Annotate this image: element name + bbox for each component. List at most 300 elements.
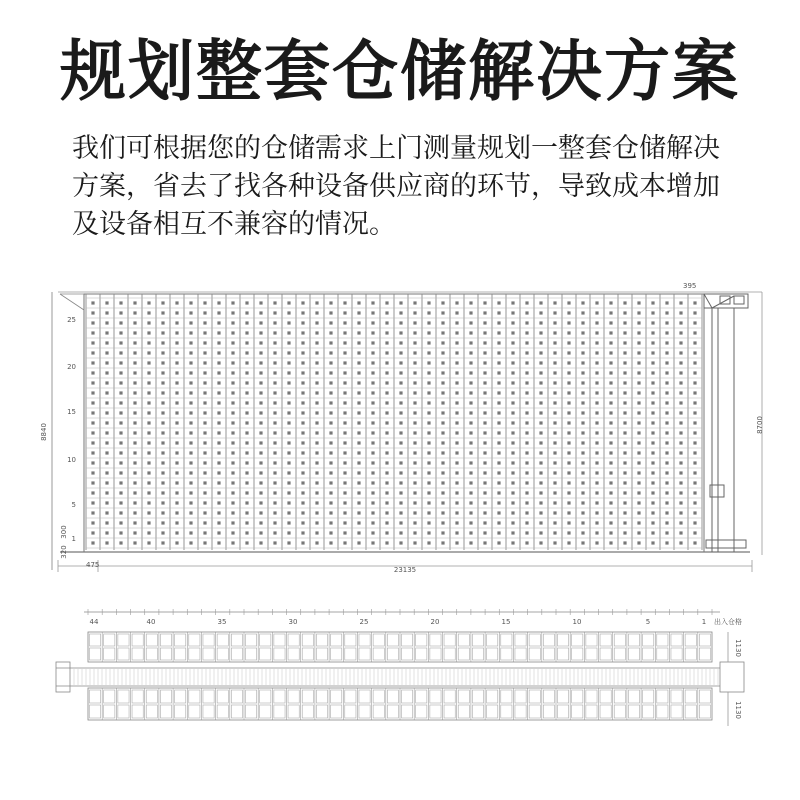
bay-cell [387,705,398,718]
storage-slot [693,461,696,464]
bay-cell [359,690,370,703]
bay-cell [316,705,327,718]
storage-slot [133,361,136,364]
storage-slot [273,461,276,464]
storage-slot [679,321,682,324]
storage-slot [315,371,318,374]
storage-slot [679,441,682,444]
bay-cell [643,690,654,703]
storage-slot [203,431,206,434]
storage-slot [399,301,402,304]
storage-slot [469,491,472,494]
storage-slot [301,361,304,364]
storage-slot [651,531,654,534]
storage-slot [693,541,696,544]
storage-slot [91,371,94,374]
storage-slot [259,531,262,534]
storage-slot [567,431,570,434]
storage-slot [105,341,108,344]
storage-slot [259,521,262,524]
storage-slot [665,501,668,504]
storage-slot [231,351,234,354]
storage-slot [483,441,486,444]
storage-slot [455,521,458,524]
storage-slot [329,501,332,504]
storage-slot [427,351,430,354]
storage-slot [609,421,612,424]
storage-slot [385,351,388,354]
storage-slot [301,531,304,534]
storage-slot [161,301,164,304]
bay-cell [529,690,540,703]
storage-slot [147,351,150,354]
storage-slot [105,331,108,334]
storage-slot [651,441,654,444]
storage-slot [637,461,640,464]
storage-slot [175,361,178,364]
storage-slot [441,511,444,514]
storage-slot [231,431,234,434]
storage-slot [497,481,500,484]
storage-slot [343,471,346,474]
storage-slot [525,391,528,394]
storage-slot [259,351,262,354]
storage-slot [245,301,248,304]
storage-slot [623,351,626,354]
storage-slot [203,301,206,304]
storage-slot [343,391,346,394]
storage-slot [119,511,122,514]
storage-slot [273,431,276,434]
storage-slot [315,481,318,484]
storage-slot [525,431,528,434]
storage-slot [273,341,276,344]
storage-slot [273,471,276,474]
storage-slot [105,301,108,304]
storage-slot [637,421,640,424]
bay-cell [175,648,186,660]
storage-slot [217,421,220,424]
storage-slot [203,541,206,544]
storage-slot [469,301,472,304]
bay-cell [657,648,668,660]
storage-slot [637,301,640,304]
storage-slot [133,381,136,384]
storage-slot [413,411,416,414]
storage-slot [539,341,542,344]
storage-slot [483,461,486,464]
storage-slot [399,441,402,444]
storage-slot [469,371,472,374]
storage-slot [483,311,486,314]
storage-slot [441,361,444,364]
storage-slot [287,341,290,344]
storage-slot [427,431,430,434]
bay-cell [472,648,483,660]
storage-slot [371,371,374,374]
storage-slot [637,491,640,494]
storage-slot [567,411,570,414]
storage-slot [301,371,304,374]
storage-slot [133,411,136,414]
storage-slot [595,401,598,404]
storage-slot [245,391,248,394]
storage-slot [427,501,430,504]
storage-slot [245,461,248,464]
bay-cell [359,648,370,660]
storage-slot [203,521,206,524]
bay-cell [671,648,682,660]
storage-slot [595,531,598,534]
storage-slot [427,371,430,374]
storage-slot [133,331,136,334]
storage-slot [511,391,514,394]
storage-slot [105,411,108,414]
storage-slot [119,501,122,504]
storage-slot [343,441,346,444]
bay-label: 20 [430,618,440,626]
bay-cell [515,648,526,660]
bay-cell [430,705,441,718]
storage-slot [567,391,570,394]
bay-cell [331,690,342,703]
storage-slot [693,341,696,344]
bay-label: 10 [572,618,582,626]
storage-slot [637,321,640,324]
storage-slot [175,381,178,384]
storage-slot [301,321,304,324]
storage-slot [511,321,514,324]
storage-slot [413,341,416,344]
dim-bottom-total: 23135 [393,566,417,574]
storage-slot [357,301,360,304]
storage-slot [679,411,682,414]
storage-slot [259,431,262,434]
storage-slot [413,431,416,434]
storage-slot [651,541,654,544]
storage-slot [133,521,136,524]
storage-slot [693,391,696,394]
storage-slot [469,361,472,364]
storage-slot [147,401,150,404]
storage-slot [399,391,402,394]
storage-slot [119,451,122,454]
bay-cell [458,648,469,660]
storage-slot [637,381,640,384]
level-label: 1 [71,535,76,543]
storage-slot [623,441,626,444]
storage-slot [679,481,682,484]
storage-slot [357,441,360,444]
elevation-view [40,282,764,574]
plan-rack-rows [88,632,712,720]
storage-slot [595,381,598,384]
storage-slot [91,301,94,304]
storage-slot [567,421,570,424]
storage-slot [539,531,542,534]
storage-slot [525,471,528,474]
storage-slot [525,531,528,534]
storage-slot [315,401,318,404]
storage-slot [511,361,514,364]
storage-slot [301,541,304,544]
storage-slot [217,471,220,474]
storage-slot [147,371,150,374]
storage-slot [385,491,388,494]
storage-slot [595,511,598,514]
storage-slot [665,371,668,374]
storage-slot [203,361,206,364]
bay-cell [189,690,200,703]
storage-slot [385,411,388,414]
storage-slot [581,411,584,414]
bay-cell [359,634,370,646]
bay-cell [90,705,101,718]
bay-cell [90,634,101,646]
storage-slot [133,431,136,434]
storage-slot [203,481,206,484]
storage-slot [567,381,570,384]
storage-slot [497,471,500,474]
storage-slot [147,311,150,314]
level-label: 15 [67,408,76,416]
storage-slot [189,511,192,514]
storage-slot [189,331,192,334]
storage-slot [595,451,598,454]
storage-slot [539,321,542,324]
storage-slot [385,401,388,404]
storage-slot [525,341,528,344]
storage-slot [455,441,458,444]
storage-slot [245,331,248,334]
storage-slot [385,301,388,304]
storage-slot [665,341,668,344]
bay-cell [373,634,384,646]
storage-slot [231,301,234,304]
storage-slot [301,331,304,334]
dim-left-small: 320 [60,545,68,559]
storage-slot [315,491,318,494]
storage-slot [273,411,276,414]
storage-slot [189,341,192,344]
storage-slot [273,541,276,544]
storage-slot [441,481,444,484]
storage-slot [357,321,360,324]
storage-slot [133,471,136,474]
storage-slot [287,431,290,434]
storage-slot [581,461,584,464]
storage-slot [567,351,570,354]
storage-slot [539,311,542,314]
bay-cell [387,648,398,660]
storage-slot [455,401,458,404]
storage-slot [693,451,696,454]
storage-slot [553,461,556,464]
storage-slot [259,361,262,364]
storage-slot [231,481,234,484]
storage-slot [273,511,276,514]
storage-slot [371,441,374,444]
bay-cell [628,634,639,646]
storage-slot [609,501,612,504]
storage-slot [399,311,402,314]
storage-slot [161,351,164,354]
storage-slot [651,381,654,384]
storage-slot [581,371,584,374]
storage-slot [105,471,108,474]
storage-slot [427,301,430,304]
bay-cell [246,648,257,660]
storage-slot [161,531,164,534]
storage-slot [329,461,332,464]
storage-slot [147,341,150,344]
storage-slot [105,521,108,524]
storage-slot [539,381,542,384]
storage-slot [119,411,122,414]
storage-slot [91,531,94,534]
storage-slot [189,371,192,374]
storage-slot [161,521,164,524]
storage-slot [469,461,472,464]
storage-slot [343,481,346,484]
bay-cell [558,634,569,646]
bay-cell [614,690,625,703]
bay-label: 35 [217,618,227,626]
storage-slot [497,461,500,464]
storage-slot [413,531,416,534]
storage-slot [133,311,136,314]
storage-slot [539,521,542,524]
bay-cell [231,634,242,646]
storage-slot [301,301,304,304]
storage-slot [119,401,122,404]
storage-slot [651,401,654,404]
storage-slot [539,441,542,444]
bay-cell [657,634,668,646]
storage-slot [175,351,178,354]
storage-slot [567,361,570,364]
storage-slot [343,401,346,404]
storage-slot [189,461,192,464]
storage-slot [623,481,626,484]
storage-slot [105,491,108,494]
bay-cell [558,648,569,660]
storage-slot [259,541,262,544]
storage-slot [665,461,668,464]
bay-cell [501,705,512,718]
storage-slot [273,391,276,394]
storage-slot [455,471,458,474]
storage-slot [231,461,234,464]
storage-slot [581,531,584,534]
bay-label: 44 [89,618,99,626]
bay-cell [288,634,299,646]
storage-slot [189,431,192,434]
storage-slot [623,491,626,494]
storage-slot [385,501,388,504]
storage-slot [329,361,332,364]
bay-cell [472,690,483,703]
storage-slot [105,421,108,424]
storage-slot [203,421,206,424]
bay-cell [487,634,498,646]
storage-slot [91,481,94,484]
storage-slot [357,371,360,374]
storage-slot [217,491,220,494]
storage-slot [483,521,486,524]
storage-slot [385,471,388,474]
storage-slot [217,301,220,304]
storage-slot [427,531,430,534]
storage-slot [413,421,416,424]
storage-slot [665,381,668,384]
storage-slot [693,401,696,404]
storage-slot [497,541,500,544]
bay-cell [402,690,413,703]
storage-slot [175,321,178,324]
storage-slot [679,311,682,314]
storage-slot [609,441,612,444]
storage-slot [147,481,150,484]
storage-slot [539,331,542,334]
storage-slot [189,351,192,354]
level-label: 25 [67,316,76,324]
storage-slot [371,451,374,454]
storage-slot [133,491,136,494]
storage-slot [175,421,178,424]
storage-slot [623,361,626,364]
storage-slot [147,331,150,334]
storage-slot [315,501,318,504]
storage-slot [119,441,122,444]
storage-slot [147,381,150,384]
bay-cell [302,634,313,646]
bay-cell [657,705,668,718]
bay-cell [260,648,271,660]
bay-cell [416,690,427,703]
storage-slot [385,321,388,324]
bay-cell [515,634,526,646]
storage-slot [651,461,654,464]
storage-slot [273,521,276,524]
storage-slot [105,361,108,364]
storage-slot [609,381,612,384]
bay-cell [331,648,342,660]
storage-slot [287,391,290,394]
storage-slot [665,391,668,394]
storage-slot [483,321,486,324]
storage-slot [427,511,430,514]
storage-slot [567,461,570,464]
storage-slot [231,421,234,424]
storage-slot [511,481,514,484]
bay-label: 25 [359,618,369,626]
storage-slot [665,421,668,424]
storage-slot [91,421,94,424]
storage-slot [553,431,556,434]
storage-slot [609,541,612,544]
storage-slot [469,381,472,384]
storage-slot [119,471,122,474]
storage-slot [287,531,290,534]
storage-slot [525,401,528,404]
storage-slot [665,331,668,334]
storage-slot [175,501,178,504]
storage-slot [637,331,640,334]
storage-slot [609,461,612,464]
storage-slot [161,331,164,334]
storage-slot [511,531,514,534]
